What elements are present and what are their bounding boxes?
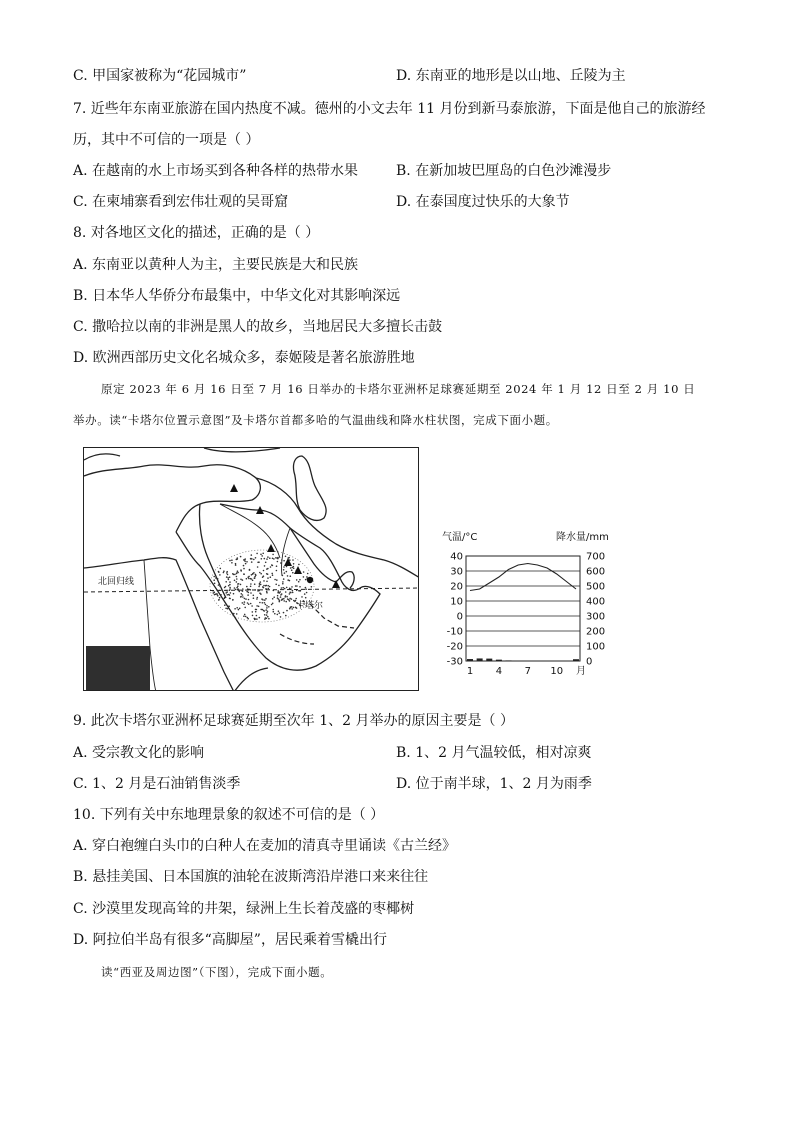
- q7-option-d: D. 在泰国度过快乐的大象节: [396, 194, 570, 210]
- intro1-line1: 原定 2023 年 6 月 16 日至 7 月 16 日举办的卡塔尔亚洲杯足球赛延期至 2024 年 1 月 12 日至 2 月 10 日: [101, 382, 696, 396]
- precip-bar: [486, 659, 492, 661]
- y-left-tick-label: -10: [446, 626, 463, 638]
- precip-bar: [477, 658, 483, 661]
- q7-option-a: A. 在越南的水上市场买到各种各样的热带水果: [73, 163, 359, 179]
- x-tick-label: 7: [524, 666, 532, 677]
- y-left-tick-label: 10: [450, 596, 463, 608]
- q7-option-b: B. 在新加坡巴厘岛的白色沙滩漫步: [396, 163, 612, 179]
- q10-option-d: D. 阿拉伯半岛有很多“高脚屋”，居民乘着雪橇出行: [73, 932, 387, 948]
- y-right-tick-label: 300: [586, 611, 606, 623]
- precip-bar: [506, 660, 512, 661]
- y-right-tick-label: 400: [586, 596, 606, 608]
- y-right-tick-label: 600: [586, 566, 606, 578]
- q6-option-c: C. 甲国家被称为“花园城市”: [73, 68, 247, 84]
- y-right-tick-label: 200: [586, 626, 606, 638]
- y-right-tick-label: 700: [586, 551, 606, 563]
- q10-option-b: B. 悬挂美国、日本国旗的油轮在波斯湾沿岸港口来来往往: [73, 869, 429, 885]
- y-left-tick-label: 0: [456, 611, 463, 623]
- y-left-tick-label: -30: [446, 656, 463, 668]
- y-left-tick-label: -20: [446, 641, 463, 653]
- precip-bar: [467, 659, 473, 661]
- x-tick-label: 10: [550, 666, 564, 677]
- y-right-tick-label: 0: [586, 656, 593, 668]
- qatar-location-map: [83, 447, 419, 691]
- y-right-tick-label: 500: [586, 581, 606, 593]
- qatar-marker: [307, 577, 313, 583]
- x-tick-label: 4: [495, 666, 503, 677]
- qatar-label: 卡塔尔: [296, 601, 324, 611]
- q8-option-b: B. 日本华人华侨分布最集中，中华文化对其影响深远: [73, 288, 401, 304]
- q8-stem: 8. 对各地区文化的描述，正确的是（ ）: [73, 225, 320, 241]
- y-right-tick-label: 100: [586, 641, 606, 653]
- q10-stem: 10. 下列有关中东地理景象的叙述不可信的是（ ）: [73, 807, 385, 823]
- q8-option-c: C. 撒哈拉以南的非洲是黑人的故乡，当地居民大多擅长击鼓: [73, 319, 443, 335]
- intro2-line1: 读“西亚及周边图”（下图），完成下面小题。: [101, 965, 333, 979]
- x-axis-unit: 月: [576, 666, 586, 677]
- q8-option-d: D. 欧洲西部历史文化名城众多，泰姬陵是著名旅游胜地: [73, 350, 415, 366]
- y-right-axis-title: 降水量/mm: [556, 532, 609, 543]
- intro1-line2: 举办。读“卡塔尔位置示意图”及卡塔尔首都多哈的气温曲线和降水柱状图，完成下面小题。: [73, 413, 558, 427]
- q9-stem: 9. 此次卡塔尔亚洲杯足球赛延期至次年 1、2 月举办的原因主要是（ ）: [73, 713, 514, 729]
- q9-option-a: A. 受宗教文化的影响: [73, 745, 205, 761]
- plot-frame: [466, 556, 580, 661]
- doha-climate-chart: [438, 526, 618, 676]
- y-left-tick-label: 40: [450, 551, 463, 563]
- y-left-tick-label: 20: [450, 581, 463, 593]
- y-left-axis-title: 气温/°C: [442, 532, 478, 543]
- q9-option-b: B. 1、2 月气温较低，相对凉爽: [396, 745, 592, 761]
- x-tick-label: 1: [466, 666, 474, 677]
- precip-bar: [573, 659, 579, 661]
- precip-bar: [496, 660, 502, 661]
- q7-option-c: C. 在柬埔寨看到宏伟壮观的吴哥窟: [73, 194, 289, 210]
- q8-option-a: A. 东南亚以黄种人为主，主要民族是大和民族: [73, 257, 359, 273]
- q9-option-c: C. 1、2 月是石油销售淡季: [73, 776, 241, 792]
- q7-stem-line2: 历，其中不可信的一项是（ ）: [73, 132, 260, 148]
- q9-option-d: D. 位于南半球，1、2 月为雨季: [396, 776, 592, 792]
- y-left-tick-label: 30: [450, 566, 463, 578]
- q6-option-d: D. 东南亚的地形是以山地、丘陵为主: [396, 68, 626, 84]
- temperature-line: [470, 564, 576, 591]
- q10-option-c: C. 沙漠里发现高耸的井架，绿洲上生长着茂盛的枣椰树: [73, 901, 415, 917]
- q10-option-a: A. 穿白袍缠白头巾的白种人在麦加的清真寺里诵读《古兰经》: [73, 838, 457, 854]
- q7-stem-line1: 7. 近些年东南亚旅游在国内热度不减。德州的小文去年 11 月份到新马泰旅游，下面是他自己的旅游经: [73, 101, 706, 117]
- tropic-label: 北回归线: [98, 577, 135, 587]
- inset-legend-block: [86, 646, 150, 690]
